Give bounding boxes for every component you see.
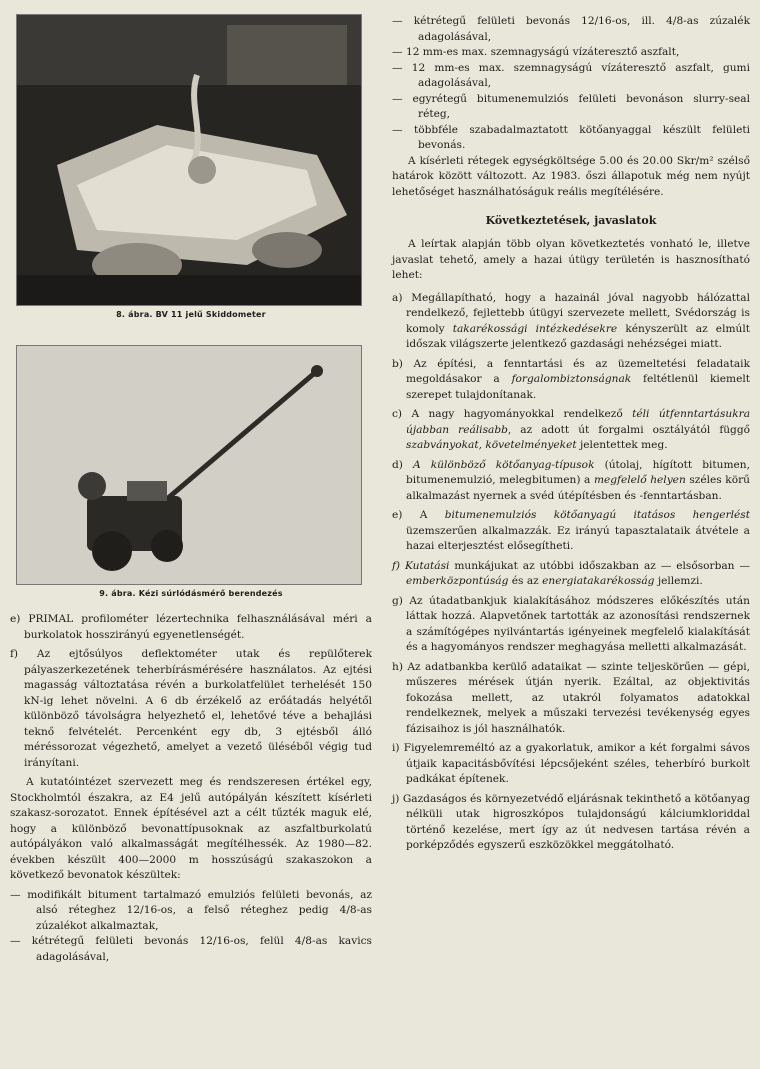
conclusions-intro: A leírtak alapján több olyan következtetés vonható le, illetve javaslat tehető, amely a hazai útügy területén is hasznosítható lehet: bbox=[392, 238, 750, 281]
paragraph-test-sections: A kutatóintézet szervezett meg és rendszeresen értékel egy, Stockholmtól északra, az E4 jelű autópályán készített kísérleti szakasz-sorozatot. Ennek építésével azt a célt tűzték maguk elé, hogy a különböző bevonattípusoknak az aszfaltburkolatú autópályákon való alkalmasságát megítélhessék. Az 1980—82. években készült 400—2000 m hosszúságú szakaszokon a következő bevonatok készültek: bbox=[10, 776, 372, 881]
dash-item: — kétrétegű felületi bevonás 12/16-os, ill. 4/8-as zúzalék adagolásával, bbox=[392, 15, 750, 43]
section-heading: Következtetések, javaslatok bbox=[485, 214, 657, 227]
left-text-block bbox=[10, 612, 372, 965]
conclusion-b: b) Az építési, a fenntartási és az üzemeltetési feladataik megoldásakor a forgalombiztonságnak feltétlenül kiemelt szerepet tulajdonítanak. bbox=[392, 357, 750, 401]
dash-item: — modifikált bitument tartalmazó emulziós felületi bevonás, az alsó réteghez 12/16-os, a felső réteghez pedig 4/8-as zúzalékot alkalmaztak, bbox=[10, 888, 372, 932]
friction-tester-illustration bbox=[17, 346, 361, 584]
conclusion-d: d) A különböző kötőanyag-típusok (útolaj, hígított bitumen, bitumenemulzió, melegbitumen) a megfelelő helyen széles körű alkalmazást nyernek a svéd útépítésben és -fenntartásban. bbox=[392, 458, 750, 502]
item-f-deflectometer: f) Az ejtősúlyos deflektométer utak és repülőterek pályaszerkezetének teherbírásmérésére használatos. Az ejtési magasság változtatása révén a burkolatfelület terhelését 150 kN-ig lehet növelni. A 6 db érzékelő az erőátadás helyétől különböző távolságra helyezhető el, lehetővé téve a behajlási teknő felvételét. Percenként egy db, 3 ejtésből álló méréssorozat végezhető, amelyet a vezető üléséből végig tud irányítani. bbox=[10, 648, 372, 769]
dash-item: — 12 mm-es max. szemnagyságú vízáteresztő aszfalt, gumi adagolásával, bbox=[392, 61, 750, 89]
conclusion-j: j) Gazdaságos és környezetvédő eljárásnak tekinthető a kötőanyag nélküli utak higroszkópos tulajdonságú kálciumkloriddal történő kezelése, mert így az út nedvesen tartása révén a porképződés egyszerű eszközökkel meggátolható. bbox=[392, 792, 750, 851]
right-column bbox=[392, 14, 750, 854]
skiddometer-illustration bbox=[17, 15, 361, 305]
figure-9-photo bbox=[16, 345, 362, 585]
dash-item: — 12 mm-es max. szemnagyságú vízáteresztő aszfalt, bbox=[392, 46, 680, 58]
item-e-primal: e) PRIMAL profilométer lézertechnika felhasználásával méri a burkolatok hosszirányú egyenetlenségét. bbox=[10, 613, 372, 641]
conclusion-g: g) Az útadatbankjuk kialakításához módszeres előkészítés után láttak hozzá. Alapvetőnek tartották az azonosítási rendszernek a számítógépes nyilvántartás igényeinek megfelelő kialakítását és a hagyományos rendszer meghagyása melletti alkalmazását. bbox=[392, 594, 750, 653]
dash-item: — többféle szabadalmaztatott kötőanyaggal készült felületi bevonás. bbox=[392, 123, 750, 151]
figure-8-caption: 8. ábra. BV 11 jelű Skiddometer bbox=[116, 310, 266, 319]
left-column bbox=[10, 14, 372, 965]
conclusion-a: a) Megállapítható, hogy a hazainál jóval nagyobb hálózattal rendelkező, fejlettebb útügyi szervezete mellett, Svédország is komoly takarékossági intézkedésekre kényszerült az elmúlt időszak világszerte jelentkező gazdasági nehézségei miatt. bbox=[392, 291, 750, 350]
conclusion-i: i) Figyelemreméltó az a gyakorlatuk, amikor a két forgalmi sávos útjaik kapacitásbővítési lépcsőjeként széles, teherbíró burkolt padkákat építenek. bbox=[392, 742, 750, 785]
paragraph-unit-cost: A kísérleti rétegek egységköltsége 5.00 és 20.00 Skr/m² szélső határok között változott. Az 1983. őszi állapotuk még nem nyújt lehetőséget használhatóságuk reális megítélésére. bbox=[392, 154, 750, 198]
dash-item: — egyrétegű bitumenemulziós felületi bevonáson slurry-seal réteg, bbox=[392, 92, 750, 120]
conclusion-e: e) A bitumenemulziós kötőanyagú itatásos hengerlést üzemszerűen alkalmazzák. Ez irányú tapasztalataik átvétele a hazai elterjesztést elősegítheti. bbox=[392, 509, 750, 552]
conclusion-f: f) Kutatási munkájukat az utóbbi időszakban az — elsősorban — emberközpontúság és az energiatakarékosság jellemzi. bbox=[392, 559, 750, 587]
dash-item: — kétrétegű felületi bevonás 12/16-os, felül 4/8-as kavics adagolásával, bbox=[10, 935, 372, 963]
conclusion-h: h) Az adatbankba kerülő adataikat — szinte teljeskörűen — gépi, műszeres mérések útján nyerik. Ezáltal, az objektivitás fokozása mellett, az utakról folyamatos adatokkal rendelkeznek, melyek a műszaki tervezési tevékenység egyes fázisaihoz is jól használhatók. bbox=[392, 660, 750, 735]
figure-8-photo bbox=[16, 14, 362, 306]
figure-9-caption: 9. ábra. Kézi súrlódásmérő berendezés bbox=[99, 589, 283, 598]
conclusion-c: c) A nagy hagyományokkal rendelkező téli útfenntartásukra újabban reálisabb, az adott út forgalmi osztályától függő szabványokat, követelményeket jelentettek meg. bbox=[392, 408, 751, 451]
